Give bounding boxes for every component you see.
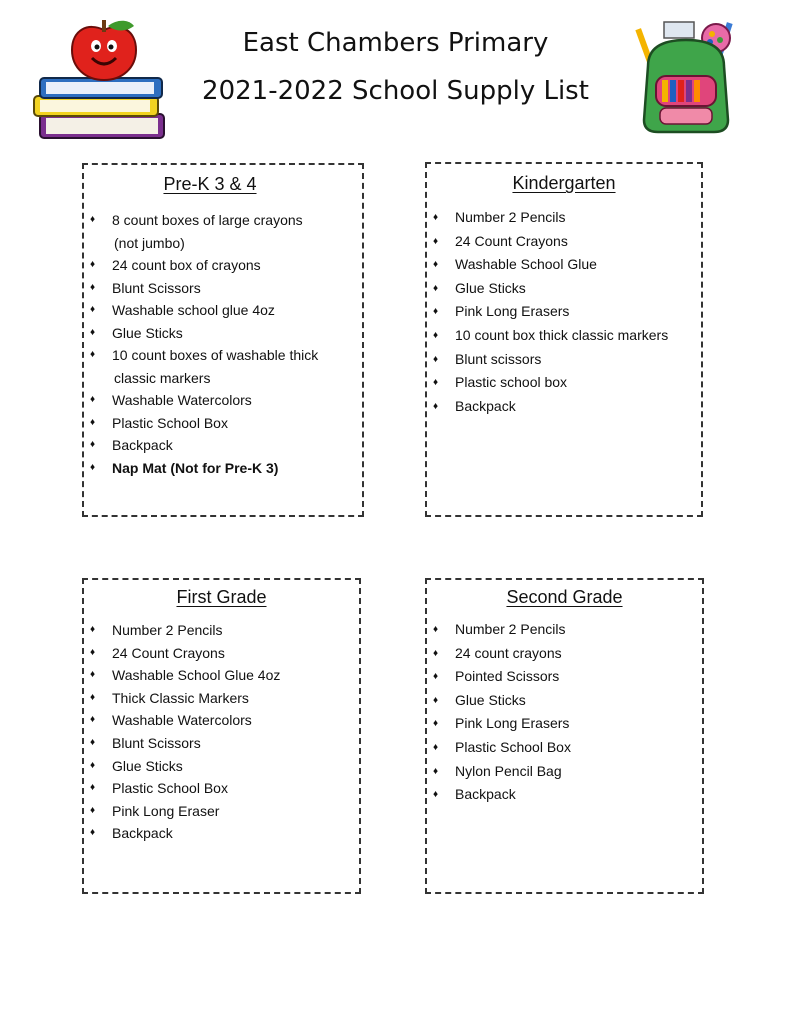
bullet-icon: ♦ <box>90 461 96 473</box>
second-grade-supply-list <box>433 618 695 807</box>
first-grade-supply-box <box>82 578 361 894</box>
bullet-icon: ♦ <box>90 782 96 794</box>
list-item: ♦ Washable School Glue 4oz <box>112 664 352 687</box>
list-item: ♦ Glue Sticks <box>455 277 695 301</box>
list-item: ♦ Washable Watercolors <box>112 709 352 732</box>
first-grade-supply-list <box>90 619 352 845</box>
list-item-continuation: classic markers <box>114 369 211 386</box>
list-item: ♦ Number 2 Pencils <box>455 618 695 642</box>
list-item: ♦ Blunt Scissors <box>112 277 357 300</box>
bullet-icon: ♦ <box>90 669 96 681</box>
second-grade-heading: Second Grade <box>506 587 623 607</box>
second-grade-supply-box <box>425 578 704 894</box>
bullet-icon: ♦ <box>90 691 96 703</box>
list-item: ♦ Backpack <box>112 822 352 845</box>
prek-supply-box <box>82 163 364 517</box>
kindergarten-supply-box <box>425 162 703 517</box>
list-item: ♦ Glue Sticks <box>112 322 357 345</box>
list-item: ♦ 24 count crayons <box>455 642 695 666</box>
list-item: ♦ Plastic School Box <box>112 412 357 435</box>
list-item: ♦ Pointed Scissors <box>455 665 695 689</box>
bullet-icon: ♦ <box>433 765 439 777</box>
bullet-icon: ♦ <box>433 259 439 271</box>
list-item: ♦ Washable Watercolors <box>112 389 357 412</box>
list-item: ♦ Backpack <box>112 434 357 457</box>
bullet-icon: ♦ <box>90 259 96 270</box>
bullet-icon: ♦ <box>433 235 439 247</box>
bullet-icon: ♦ <box>90 416 96 428</box>
bullet-icon: ♦ <box>90 214 96 225</box>
bullet-icon: ♦ <box>433 282 439 294</box>
list-item: ♦ Blunt Scissors <box>112 732 352 755</box>
bullet-icon: ♦ <box>90 349 96 360</box>
list-item: ♦ 10 count box thick classic markers <box>455 324 695 348</box>
list-item: ♦ Plastic School Box <box>455 736 695 760</box>
bullet-icon: ♦ <box>433 353 439 365</box>
prek-heading: Pre-K 3 & 4 <box>163 174 257 194</box>
list-item-continuation: (not jumbo) <box>114 234 185 251</box>
bullet-icon: ♦ <box>433 671 439 683</box>
bullet-icon: ♦ <box>433 789 439 801</box>
list-item: ♦ Plastic school box <box>455 371 695 395</box>
bullet-icon: ♦ <box>90 624 96 635</box>
list-item: ♦ Thick Classic Markers <box>112 687 352 710</box>
kindergarten-heading: Kindergarten <box>512 173 616 193</box>
list-item: ♦ 8 count boxes of large crayons <box>112 209 357 232</box>
list-item: ♦ Backpack <box>455 395 695 419</box>
list-item-nap-mat: ♦ Nap Mat (Not for Pre-K 3) <box>112 457 357 480</box>
bullet-icon: ♦ <box>90 759 96 771</box>
bullet-icon: ♦ <box>90 281 96 293</box>
bullet-icon: ♦ <box>433 377 439 389</box>
list-item: ♦ 24 count box of crayons <box>112 254 357 277</box>
list-item: ♦ Number 2 Pencils <box>112 619 352 642</box>
list-item: ♦ Washable School Glue <box>455 253 695 277</box>
bullet-icon: ♦ <box>433 694 439 706</box>
bullet-icon: ♦ <box>90 394 96 405</box>
first-grade-heading: First Grade <box>176 587 267 607</box>
list-item: ♦ Number 2 Pencils <box>455 206 695 230</box>
bullet-icon: ♦ <box>433 624 439 635</box>
bullet-icon: ♦ <box>90 714 96 726</box>
list-item: ♦ Glue Sticks <box>112 755 352 778</box>
supply-list-title: 2021-2022 School Supply List <box>202 76 589 106</box>
bullet-icon: ♦ <box>433 329 439 341</box>
list-item: ♦ Blunt scissors <box>455 348 695 372</box>
bullet-icon: ♦ <box>433 718 439 730</box>
list-item: ♦ Glue Sticks <box>455 689 695 713</box>
list-item: ♦ Plastic School Box <box>112 777 352 800</box>
list-item: ♦ Pink Long Erasers <box>455 712 695 736</box>
list-item: ♦ Backpack <box>455 783 695 807</box>
list-item: ♦ 10 count boxes of washable thick <box>112 344 357 367</box>
bullet-icon: ♦ <box>90 827 96 839</box>
bullet-icon: ♦ <box>433 306 439 318</box>
bullet-icon: ♦ <box>90 646 96 658</box>
bullet-icon: ♦ <box>433 212 439 223</box>
bullet-icon: ♦ <box>433 647 439 659</box>
kindergarten-supply-list <box>433 206 695 418</box>
list-item: ♦ Nylon Pencil Bag <box>455 760 695 784</box>
list-item: ♦ 24 Count Crayons <box>455 230 695 254</box>
bullet-icon: ♦ <box>90 326 96 338</box>
prek-supply-list <box>90 209 357 479</box>
list-item: ♦ Washable school glue 4oz <box>112 299 357 322</box>
bullet-icon: ♦ <box>90 736 96 748</box>
list-item: ♦ 24 Count Crayons <box>112 642 352 665</box>
bullet-icon: ♦ <box>90 304 96 315</box>
bullet-icon: ♦ <box>90 439 96 450</box>
school-name: East Chambers Primary <box>242 28 549 58</box>
bullet-icon: ♦ <box>433 400 439 412</box>
bullet-icon: ♦ <box>90 804 96 816</box>
list-item: ♦ Pink Long Eraser <box>112 800 352 823</box>
list-item: ♦ Pink Long Erasers <box>455 300 695 324</box>
bullet-icon: ♦ <box>433 741 439 753</box>
